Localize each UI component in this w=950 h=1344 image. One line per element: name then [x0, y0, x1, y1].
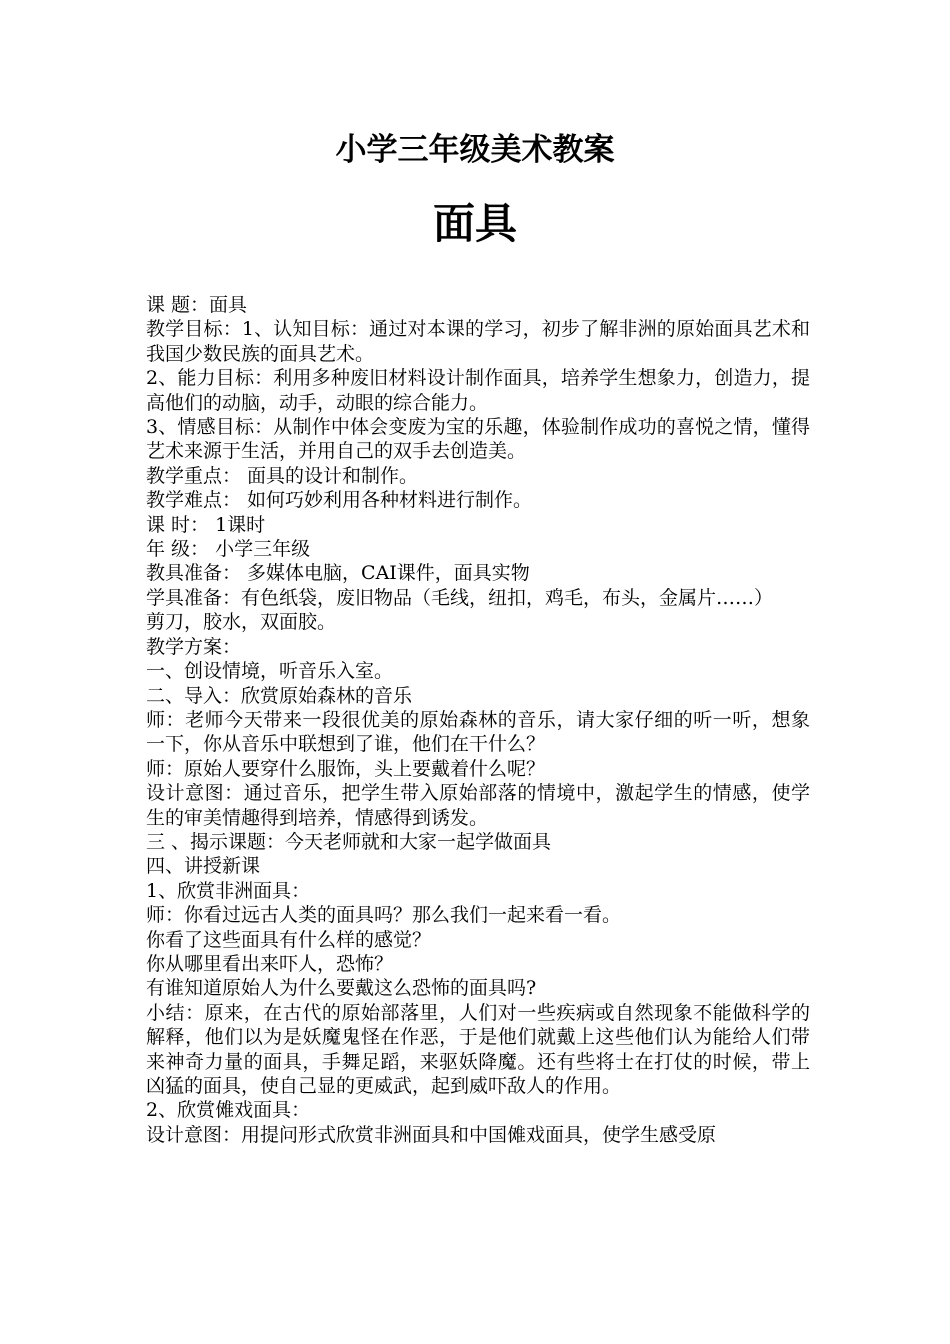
paragraph-step-three: 三 、揭示课题：今天老师就和大家一起学做面具 — [146, 830, 552, 853]
paragraph-step-two: 二、导入：欣赏原始森林的音乐 — [146, 684, 413, 707]
paragraph-class-hours: 课 时： 1课时 — [146, 513, 266, 536]
document-subtitle: 面具 — [432, 199, 517, 248]
document-body — [146, 293, 810, 1147]
paragraph-teaching-plan: 教学方案： — [146, 635, 242, 658]
paragraph-teaching-goals: 教学目标：1、认知目标：通过对本课的学习，初步了解非洲的原始面具艺术和我国少数民族的面具艺术。 — [146, 318, 810, 365]
paragraph-difficulties: 教学难点： 如何巧妙利用各种材料进行制作。 — [146, 489, 533, 512]
paragraph-question-feeling: 你看了这些面具有什么样的感觉？ — [146, 928, 432, 951]
paragraph-design-intent-music: 设计意图：通过音乐，把学生带入原始部落的情境中，激起学生的情感，使学生的审美情趣得到培养，情感得到诱发。 — [146, 782, 810, 829]
paragraph-emotion-goal: 3、情感目标：从制作中体会变废为宝的乐趣，体验制作成功的喜悦之情，懂得艺术来源于生活，并用自己的双手去创造美。 — [146, 416, 810, 463]
paragraph-question-why: 有谁知道原始人为什么要戴这么恐怖的面具吗? — [146, 977, 537, 1000]
paragraph-teacher-music: 师：老师今天带来一段很优美的原始森林的音乐，请大家仔细的听一听，想象一下，你从音乐中联想到了谁，他们在干什么？ — [146, 708, 810, 756]
paragraph-teacher-question: 师：原始人要穿什么服饰，头上要戴着什么呢？ — [146, 757, 546, 780]
paragraph-african-masks: 1、欣赏非洲面具： — [146, 879, 311, 902]
paragraph-teacher-ancient-masks: 师：你看过远古人类的面具吗？那么我们一起来看一看。 — [146, 904, 622, 927]
paragraph-design-intent-masks: 设计意图：用提问形式欣赏非洲面具和中国傩戏面具，使学生感受原 — [146, 1123, 717, 1146]
paragraph-step-four: 四、讲授新课 — [146, 855, 261, 878]
paragraph-nuo-masks: 2、欣赏傩戏面具： — [146, 1099, 311, 1122]
paragraph-tools: 剪刀，胶水，双面胶。 — [146, 611, 337, 634]
paragraph-grade: 年 级： 小学三年级 — [146, 538, 311, 561]
paragraph-summary: 小结：原来，在古代的原始部落里，人们对一些疾病或自然现象不能做科学的解释，他们以为是妖魔鬼怪在作恶，于是他们就戴上这些他们认为能给人们带来神奇力量的面具，手舞足蹈，来驱妖降魔。还有些将士在打仗的时候，带上凶猛的面具，使自己显的更威武，起到威吓敌人的作用。 — [146, 1001, 810, 1097]
paragraph-learning-aids: 学具准备：有色纸袋，废旧物品（毛线，纽扣，鸡毛，布头，金属片……） — [146, 586, 774, 609]
paragraph-lesson-topic: 课 题：面具 — [146, 294, 248, 316]
paragraph-key-points: 教学重点： 面具的设计和制作。 — [146, 464, 419, 487]
paragraph-step-one: 一、创设情境，听音乐入室。 — [146, 660, 394, 683]
paragraph-question-scary: 你从哪里看出来吓人，恐怖？ — [146, 952, 394, 975]
paragraph-ability-goal: 2、能力目标：利用多种废旧材料设计制作面具，培养学生想象力，创造力，提高他们的动脑，动手，动眼的综合能力。 — [146, 367, 810, 414]
document-title: 小学三年级美术教案 — [335, 132, 615, 168]
paragraph-teaching-aids: 教具准备： 多媒体电脑，CAI课件，面具实物 — [146, 562, 530, 585]
